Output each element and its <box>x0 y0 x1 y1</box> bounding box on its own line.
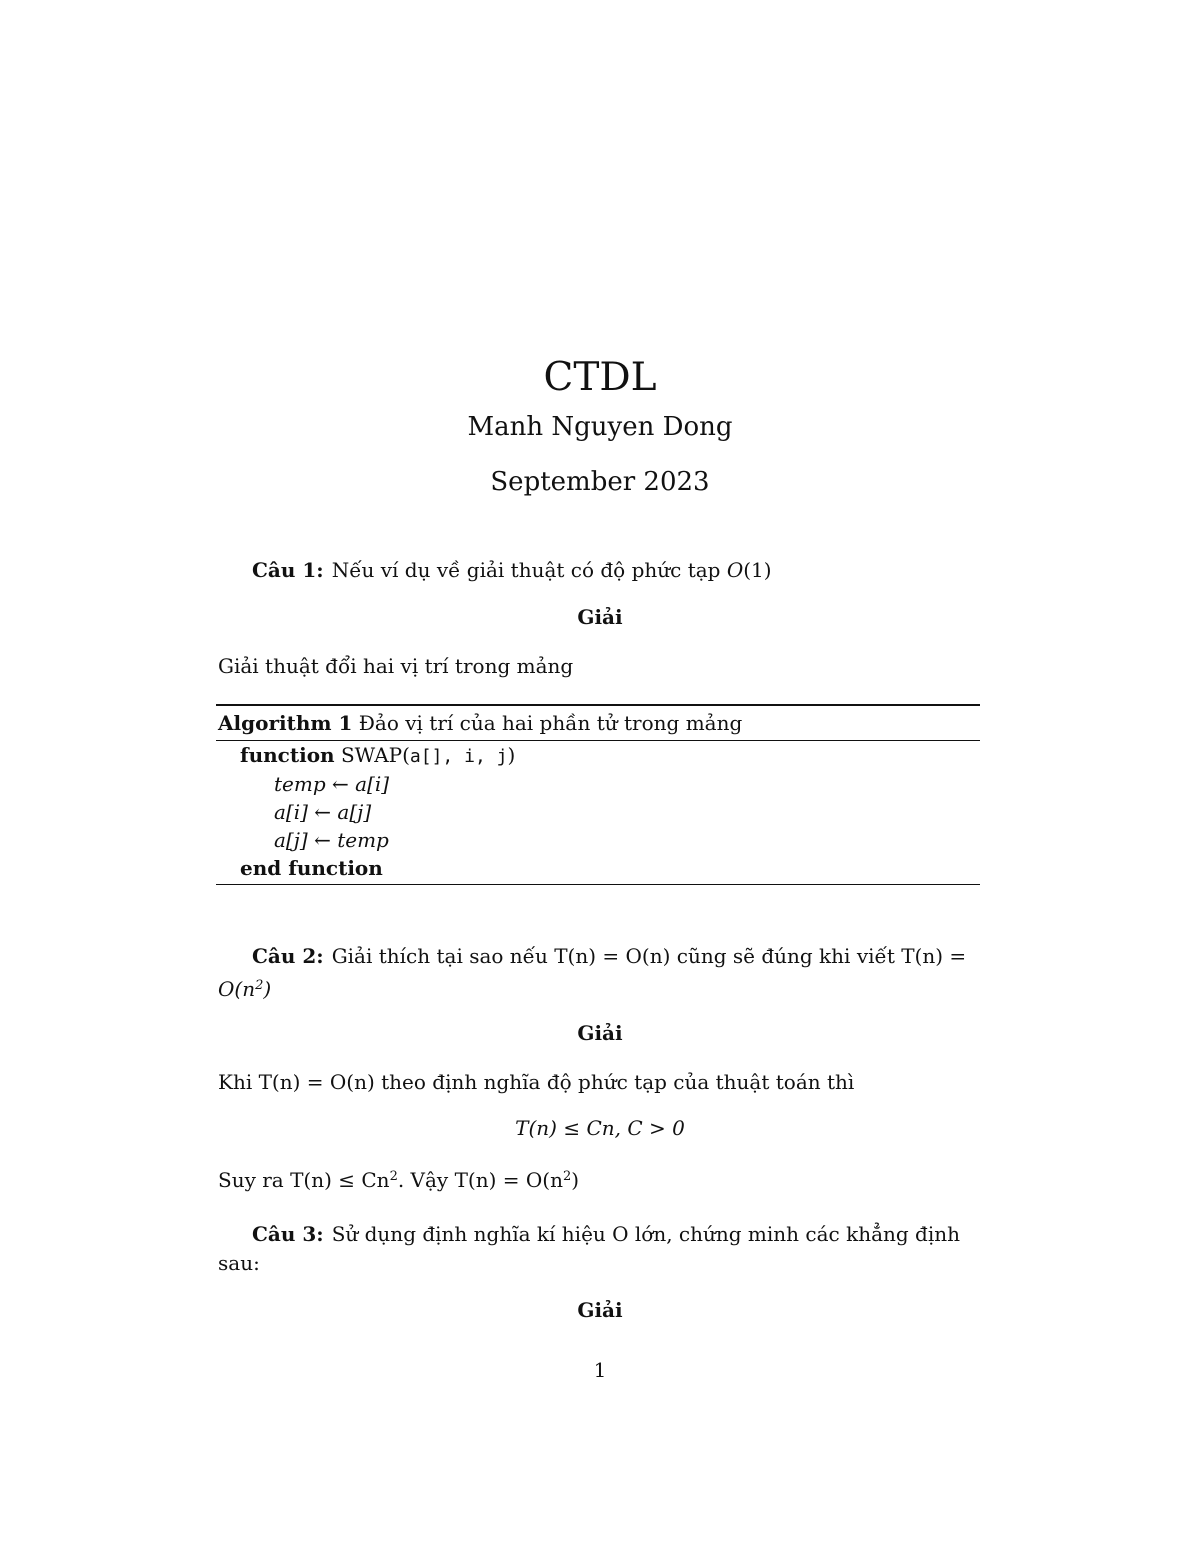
document-date: September 2023 <box>490 467 710 497</box>
question-2-label: Câu 2: <box>252 944 324 968</box>
question-2-line-2-close: ) <box>263 977 272 1001</box>
question-2-conclusion <box>218 1162 980 1195</box>
question-2-display-equation: T(n) ≤ Cn, C > 0 <box>515 1116 685 1140</box>
question-2-line-2-exponent: 2 <box>255 978 264 993</box>
question-2-line-2 <box>218 971 271 1004</box>
algorithm-function-keyword: function <box>240 743 335 767</box>
document-author: Manh Nguyen Dong <box>467 412 733 442</box>
question-2-conclusion-exponent: 2 <box>389 1169 398 1184</box>
question-3-label: Câu 3: <box>252 1222 324 1246</box>
algorithm-top-rule <box>216 704 980 706</box>
algorithm-caption <box>218 709 742 738</box>
algorithm-signature-name: SWAP( <box>340 743 410 767</box>
question-1-text: Nếu ví dụ về giải thuật có độ phức tạp <box>331 558 727 582</box>
algorithm-end-function: end function <box>240 856 383 880</box>
question-1 <box>252 556 772 585</box>
question-3-text-line-1: Sử dụng định nghĩa kí hiệu O lớn, chứng minh các khẳng định <box>331 1222 961 1246</box>
question-2-solution-heading: Giải <box>577 1021 623 1045</box>
algorithm-signature-close: ) <box>507 743 516 767</box>
question-1-solution-heading: Giải <box>577 605 623 629</box>
document-title: CTDL <box>543 355 657 401</box>
algorithm-function-line <box>240 741 515 771</box>
question-2-explanation: Khi T(n) = O(n) theo định nghĩa độ phức tạp của thuật toán thì <box>218 1070 855 1094</box>
question-3-solution-heading: Giải <box>577 1298 623 1322</box>
question-1-label: Câu 1: <box>252 558 324 582</box>
algorithm-bottom-rule <box>216 884 980 885</box>
question-2-conclusion-end: ) <box>571 1168 580 1192</box>
page-number: 1 <box>593 1358 607 1382</box>
question-3-text-line-2: sau: <box>218 1251 260 1275</box>
algorithm-line-aj-assignment: a[j] ← temp <box>274 828 389 852</box>
algorithm-line-temp-assignment: temp ← a[i] <box>274 772 390 796</box>
question-2-line-2-base: O(n <box>218 977 256 1001</box>
question-3-line-1 <box>252 1220 960 1249</box>
algorithm-line-ai-assignment: a[i] ← a[j] <box>274 800 372 824</box>
question-2-conclusion-start: Suy ra T(n) ≤ Cn <box>218 1168 390 1192</box>
question-1-complexity-argument: (1) <box>743 558 772 582</box>
question-2-line-1 <box>252 942 966 971</box>
question-1-answer: Giải thuật đổi hai vị trí trong mảng <box>218 654 574 678</box>
algorithm-caption-label: Algorithm 1 <box>218 711 353 735</box>
algorithm-caption-text: Đảo vị trí của hai phần tử trong mảng <box>358 711 743 735</box>
question-2-text-line-1: Giải thích tại sao nếu T(n) = O(n) cũng sẽ đúng khi viết T(n) = <box>331 944 967 968</box>
algorithm-signature-arguments: a[], i, j <box>409 746 508 767</box>
question-1-big-o: O <box>726 558 744 582</box>
question-2-conclusion-exponent-2: 2 <box>562 1169 572 1184</box>
question-2-conclusion-middle: . Vậy T(n) = O(n <box>397 1168 563 1192</box>
